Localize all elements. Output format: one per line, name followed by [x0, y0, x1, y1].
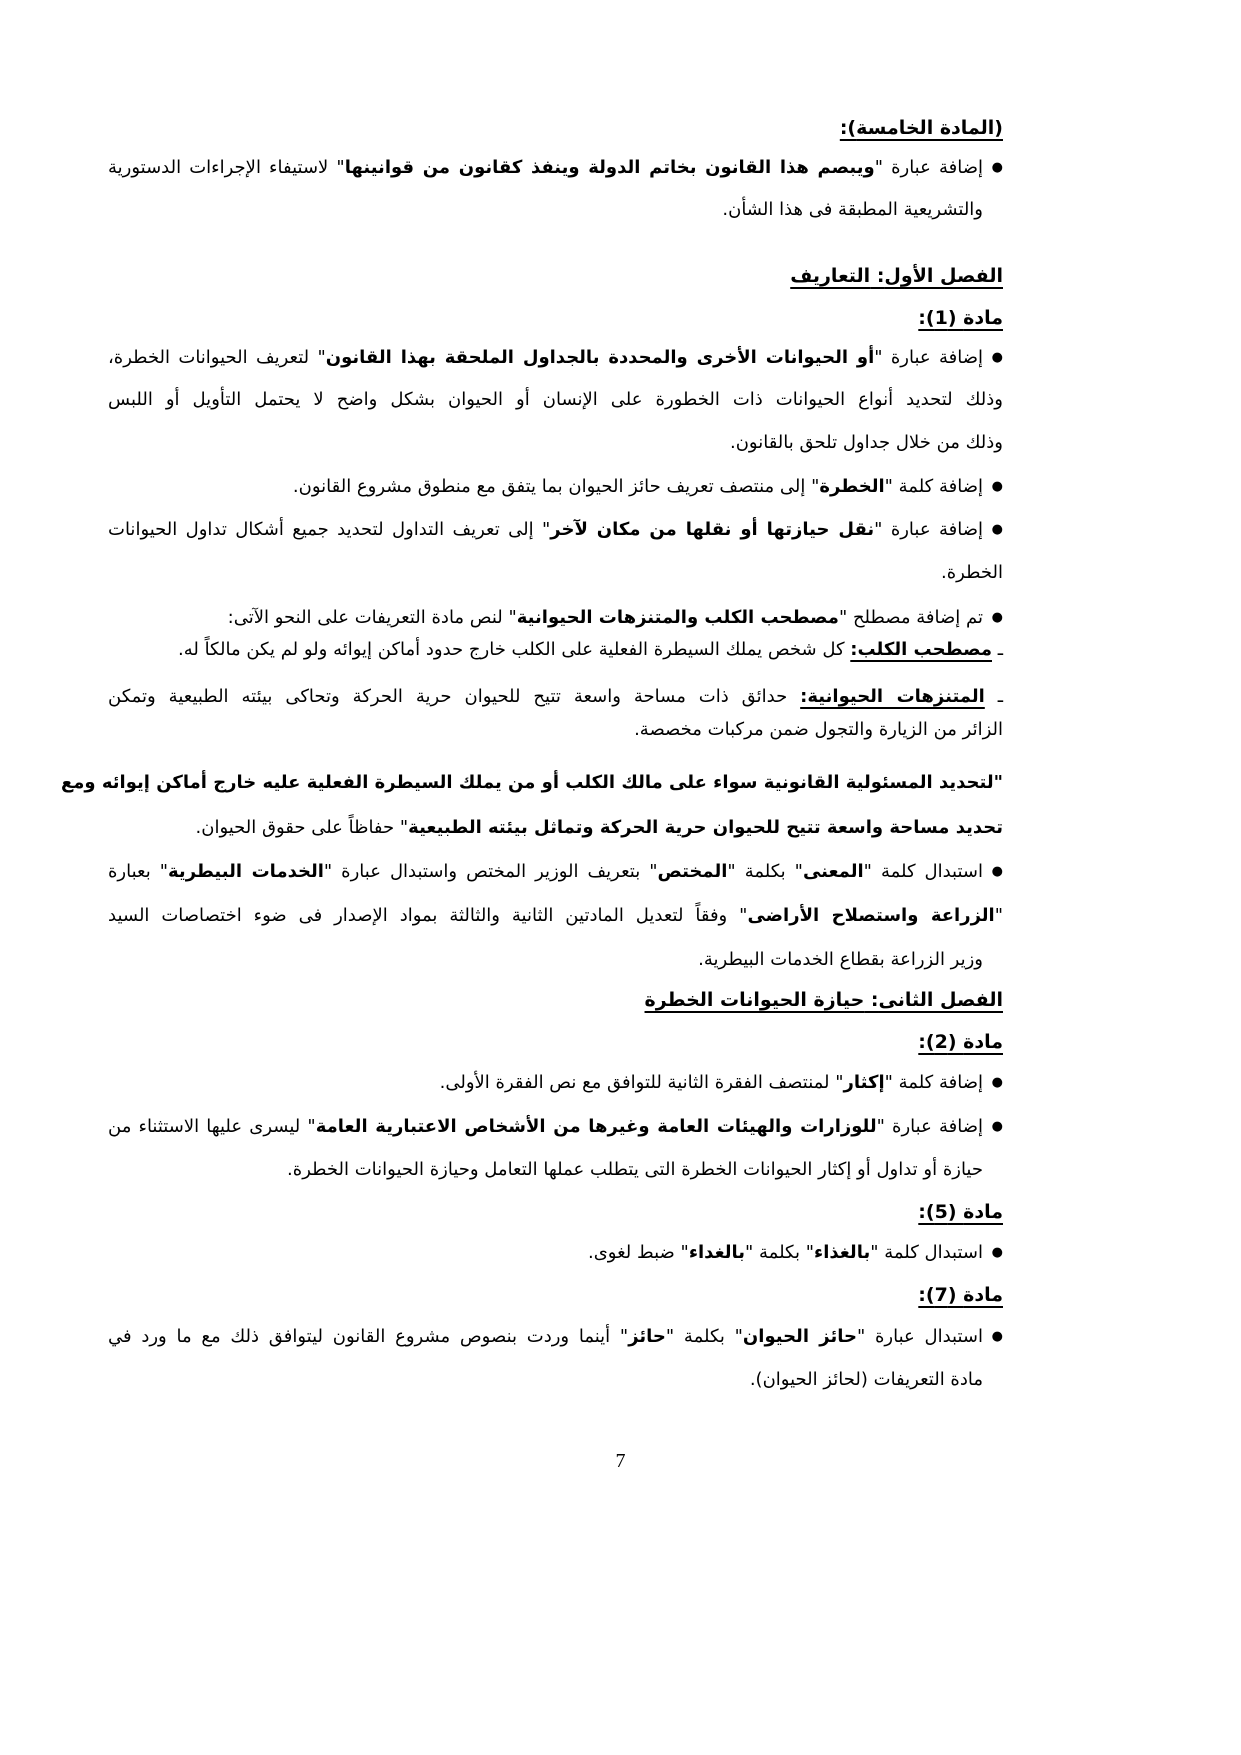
heading-article-five [108, 115, 1003, 142]
bullet-item [108, 474, 1003, 500]
text-segment: " [994, 905, 1003, 926]
text-segment: الزائر من الزيارة والتجول ضمن مركبات مخصصة. [634, 719, 1003, 740]
bold-text: مصطحب الكلب والمتنزهات الحيوانية [516, 607, 839, 628]
bold-text: مادة [963, 1031, 1003, 1053]
text-segment: استبدال كلمة " [863, 861, 983, 882]
text-segment: إضافة عبارة " [876, 1116, 983, 1137]
text-segment: " لنص مادة التعريفات على النحو الآتى: [227, 607, 517, 628]
bold-text: المتنزهات الحيوانية: [800, 686, 985, 707]
text-segment: " بكلمة " [745, 1242, 814, 1263]
definition-line [108, 637, 1003, 663]
article-heading [108, 1029, 1003, 1056]
heading-chapter-two [108, 987, 1003, 1014]
bold-text: المختص [657, 861, 728, 882]
text-segment: إضافة عبارة " [874, 347, 984, 368]
text-segment: إضافة عبارة " [874, 519, 983, 540]
text-segment: ـ [992, 639, 1003, 660]
bold-text: "لتحديد المسئولية القانونية سواء على مالك الكلب أو من يملك السيطرة الفعلية عليه خارج أماكن إيوائه ومع [60, 772, 1003, 793]
text-segment: : [870, 265, 885, 287]
bold-text: مادة [963, 1201, 1003, 1223]
text-segment: (7): [918, 1284, 964, 1306]
bullet-item [108, 1070, 1003, 1096]
bold-text: مصطحب الكلب: [850, 639, 992, 660]
bullet-item [108, 1114, 1003, 1140]
text-segment: " بكلمة " [727, 861, 803, 882]
bold-text: الخطرة [819, 476, 885, 497]
bold-text: بالغداء [688, 1242, 746, 1263]
bold-text: الخدمات البيطرية [168, 861, 324, 882]
text-segment: وذلك لتحديد أنواع الحيوانات ذات الخطورة على الإنسان أو الحيوان بشكل واضح لا يحتمل التأويل أو اللبس [108, 389, 1003, 410]
continuation-line [108, 1367, 1003, 1393]
text-segment: (2): [918, 1031, 964, 1053]
bold-text: مادة [963, 307, 1003, 329]
bold-text: الفصل الثانى [878, 989, 1003, 1011]
text-segment: إضافة كلمة " [884, 1072, 983, 1093]
article-heading [108, 1282, 1003, 1309]
paragraph-line [108, 815, 1003, 841]
definition-line [108, 684, 1003, 710]
bold-text: حيازة الحيوانات الخطرة [644, 989, 865, 1011]
text-segment: مادة التعريفات (لحائز الحيوان). [749, 1369, 983, 1390]
text-segment: ـ [984, 686, 1003, 707]
text-segment: حيازة أو تداول أو إكثار الحيوانات الخطرة التى يتطلب عملها التعامل وحيازة الحيوانات الخطرة. [287, 1159, 983, 1180]
bold-text: المعنى [802, 861, 864, 882]
text-segment: (5): [918, 1201, 964, 1223]
page-number: 7 [615, 1450, 626, 1472]
bold-text: ويبصم هذا القانون بخاتم الدولة وينفذ كقانون من قوانينها [344, 157, 875, 178]
bold-text: بالغذاء [814, 1242, 871, 1263]
bold-text: نقل حيازتها أو نقلها من مكان لآخر [550, 519, 875, 540]
bold-text: أو الحيوانات الأخرى والمحددة بالجداول الملحقة بهذا القانون [325, 347, 875, 368]
paragraph-line [60, 770, 1003, 796]
text-segment: " لاستيفاء الإجراءات الدستورية [108, 157, 345, 178]
text-segment: " إلى منتصف تعريف حائز الحيوان بما يتفق مع منطوق مشروع القانون. [292, 476, 820, 497]
text-segment: وذلك من خلال جداول تلحق بالقانون. [729, 432, 1003, 453]
continuation-line [108, 430, 1003, 456]
text-segment: ): [839, 117, 857, 139]
bold-text: حائز [628, 1326, 666, 1347]
article-heading [108, 305, 1003, 332]
continuation-line [108, 717, 1003, 743]
bullet-item [108, 155, 1003, 181]
text-segment: " وفقاً لتعديل المادتين الثانية والثالثة بمواد الإصدار فى ضوء اختصاصات السيد [108, 905, 748, 926]
bullet-item [108, 859, 1003, 885]
text-segment: تم إضافة مصطلح " [838, 607, 983, 628]
bold-text: تحديد مساحة واسعة تتيح للحيوان حرية الحركة وتماثل بيئته الطبيعية [408, 817, 1003, 838]
article-heading [108, 1199, 1003, 1226]
bold-text: التعاريف [790, 265, 871, 287]
text-segment: " بتعريف الوزير المختص واستبدال عبارة " [323, 861, 658, 882]
text-segment: " ليسرى عليها الاستثناء من [108, 1116, 316, 1137]
bullet-item [108, 605, 1003, 631]
text-segment: الخطرة. [941, 562, 1003, 583]
text-segment: والتشريعية المطبقة فى هذا الشأن. [722, 199, 983, 220]
text-segment: " ضبط لغوى. [588, 1242, 689, 1263]
bullet-item [108, 517, 1003, 543]
text-segment: " بكلمة " [665, 1326, 743, 1347]
bullet-item [108, 1324, 1003, 1350]
bold-text: حائز الحيوان [742, 1326, 857, 1347]
text-segment: استبدال عبارة " [856, 1326, 983, 1347]
heading-chapter-one [108, 263, 1003, 290]
bold-text: إكثار [843, 1072, 885, 1093]
continuation-line [108, 1157, 1003, 1183]
bullet-item [108, 345, 1003, 371]
text-segment: " لتعريف الحيوانات الخطرة، [108, 347, 326, 368]
text-segment: " بعبارة [108, 861, 169, 882]
continuation-line [108, 197, 1003, 223]
text-segment: كل شخص يملك السيطرة الفعلية على الكلب خارج حدود أماكن إيوائه ولو لم يكن مالكاً له. [177, 639, 851, 660]
text-segment: إضافة كلمة " [884, 476, 983, 497]
text-segment: وزير الزراعة بقطاع الخدمات البيطرية. [698, 949, 983, 970]
text-segment: (1): [918, 307, 964, 329]
bold-text: مادة [963, 1284, 1003, 1306]
text-segment: " حفاظاً على حقوق الحيوان. [195, 817, 409, 838]
text-segment: إضافة عبارة " [874, 157, 983, 178]
continuation-line [108, 560, 1003, 586]
text-segment: " إلى تعريف التداول لتحديد جميع أشكال تداول الحيوانات [108, 519, 551, 540]
continuation-line [108, 903, 1003, 929]
bold-text: للوزارات والهيئات العامة وغيرها من الأشخاص الاعتبارية العامة [315, 1116, 877, 1137]
text-segment: استبدال كلمة " [870, 1242, 983, 1263]
text-segment: " أينما وردت بنصوص مشروع القانون ليتوافق ذلك مع ما ورد في [108, 1326, 629, 1347]
continuation-line [108, 947, 1003, 973]
text-segment: حدائق ذات مساحة واسعة تتيح للحيوان حرية الحركة وتحاكى بيئته الطبيعية وتمكن [108, 686, 801, 707]
bullet-item [108, 1240, 1003, 1266]
bold-text: الزراعة واستصلاح الأراضى [747, 905, 995, 926]
continuation-line [108, 387, 1003, 413]
bold-text: (المادة الخامسة [856, 117, 1003, 139]
text-segment: : [864, 989, 879, 1011]
bold-text: الفصل الأول [884, 265, 1003, 287]
text-segment: " لمنتصف الفقرة الثانية للتوافق مع نص الفقرة الأولى. [439, 1072, 844, 1093]
